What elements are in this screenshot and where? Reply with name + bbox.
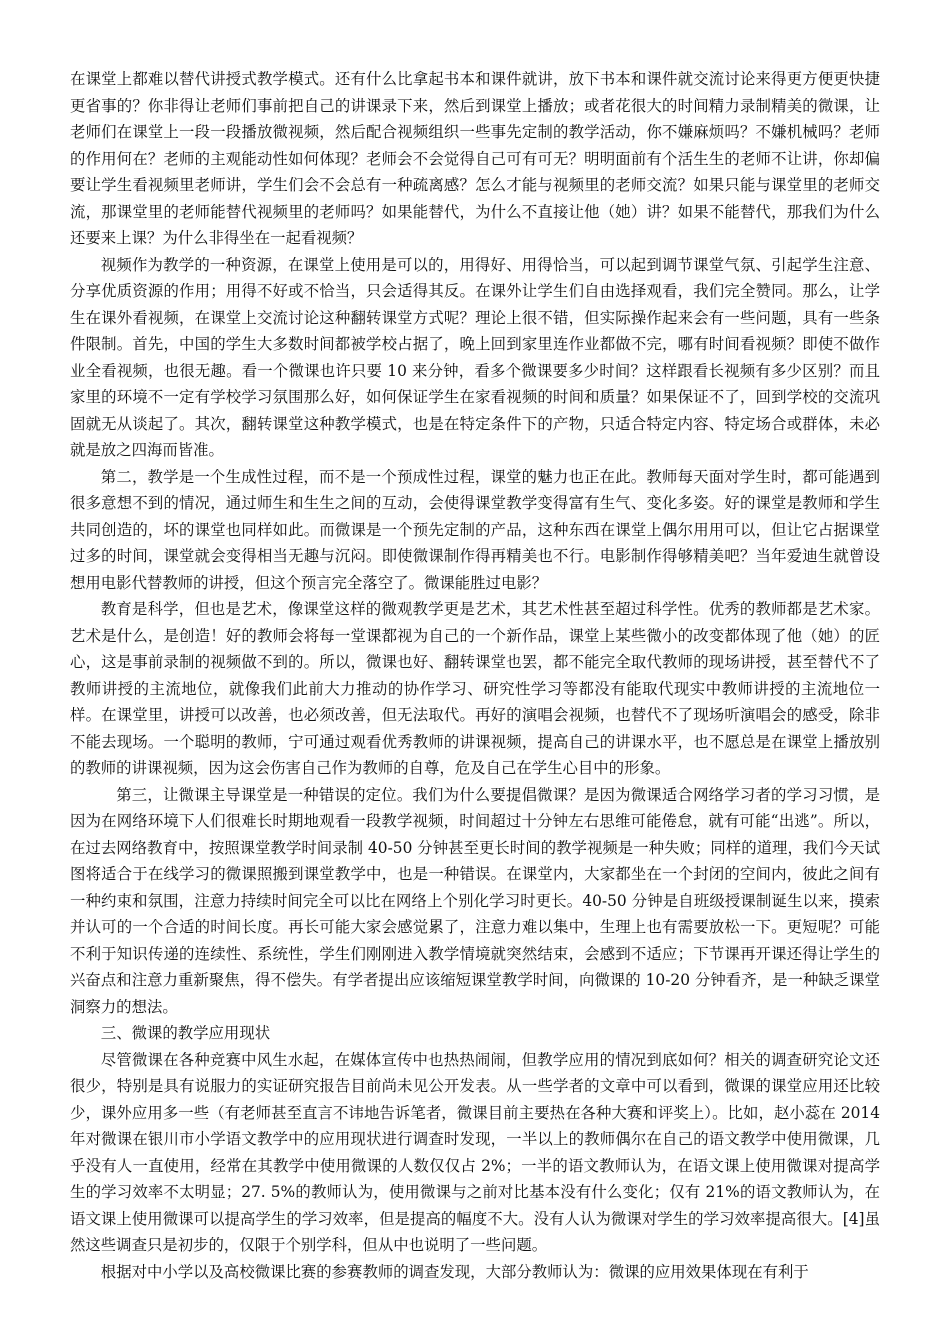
document-page <box>70 66 880 1285</box>
section-heading-application-status: 三、微课的教学应用现状 <box>100 1024 271 1042</box>
paragraph-competition-survey: 根据对中小学以及高校微课比赛的参赛教师的调查发现，大部分教师认为：微课的应用效果体现在有利于 <box>100 1262 809 1281</box>
paragraph-education-art: 教育是科学，但也是艺术，像课堂这样的微观教学更是艺术，其艺术性甚至超过科学性。优秀的教师都是艺术家。艺术是什么，是创造！好的教师会将每一堂课都视为自己的一个新作品，课堂上某些微小的改变都体现了他（她）的匠心，这是事前录制的视频做不到的。所以，微课也好、翻转课堂也罢，都不能完全取代教师的现场讲授，甚至替代不了教师讲授的主流地位，就像我们此前大力推动的协作学习、研究性学习等都没有能取代现实中教师讲授的主流地位一样。在课堂里，讲授可以改善，也必须改善，但无法取代。再好的演唱会视频，也替代不了现场听演唱会的感受，除非不能去现场。一个聪明的教师，宁可通过观看优秀教师的讲课视频，提高自己的讲课水平，也不愿总是在课堂上播放别的教师的讲课视频，因为这会伤害自己作为教师的自尊，危及自己在学生心目中的形象。 <box>70 600 880 777</box>
paragraph-video-resource: 视频作为教学的一种资源，在课堂上使用是可以的，用得好、用得恰当，可以起到调节课堂气氛、引起学生注意、分享优质资源的作用；用得不好或不恰当，只会适得其反。在课外让学生们自由选择观看，我们完全赞同。那么，让学生在课外看视频，在课堂上交流讨论这种翻转课堂方式呢？理论上很不错，但实际操作起来会有一些问题，具有一些条件限制。首先，中国的学生大多数时间都被学校占据了，晚上回到家里连作业都做不完，哪有时间看视频？即使不做作业全看视频，也很无趣。看一个微课也许只要 10 来分钟，看多个微课要多少时间？这样跟看长视频有多少区别？而且家里的环境不一定有学校学习氛围那么好，如何保证学生在家看视频的时间和质量？如果保证不了，回到学校的交流巩固就无从谈起了。其次，翻转课堂这种教学模式，也是在特定条件下的产物，只适合特定内容、特定场合或群体，未必就是放之四海而皆准。 <box>70 255 880 459</box>
paragraph-continuation: 在课堂上都难以替代讲授式教学模式。还有什么比拿起书本和课件就讲，放下书本和课件就交流讨论来得更方便更快捷更省事的？你非得让老师们事前把自己的讲课录下来，然后到课堂上播放；或者花很大的时间精力录制精美的微课，让老师们在课堂上一段一段播放微视频，然后配合视频组织一些事先定制的教学活动，你不嫌麻烦吗？不嫌机械吗？老师的作用何在？老师的主观能动性如何体现？老师会不会觉得自己可有可无？明明面前有个活生生的老师不让讲，你却偏要让学生看视频里老师讲，学生们会不会总有一种疏离感？怎么才能与视频里的老师交流？如果只能与课堂里的老师交流，那课堂里的老师能替代视频里的老师吗？如果能替代，为什么不直接让他（她）讲？如果不能替代，那我们为什么还要来上课？为什么非得坐在一起看视频？ <box>70 70 880 247</box>
paragraph-point-two: 第二，教学是一个生成性过程，而不是一个预成性过程，课堂的魅力也正在此。教师每天面对学生时，都可能遇到很多意想不到的情况，通过师生和生生之间的互动，会使得课堂教学变得富有生气、变化多姿。好的课堂是教师和学生共同创造的，坏的课堂也同样如此。而微课是一个预先定制的产品，这种东西在课堂上偶尔用用可以，但让它占据课堂过多的时间，课堂就会变得相当无趣与沉闷。即使微课制作得再精美也不行。电影制作得够精美吧？当年爱迪生就曾设想用电影代替教师的讲授，但这个预言完全落空了。微课能胜过电影？ <box>70 467 880 592</box>
paragraph-point-three: 第三，让微课主导课堂是一种错误的定位。我们为什么要提倡微课？是因为微课适合网络学习者的学习习惯，是因为在网络环境下人们很难长时期地观看一段教学视频，时间超过十分钟左右思维可能倦怠，就有可能“出逃”。所以，在过去网络教育中，按照课堂教学时间录制 40-50 分钟甚至更长时间的教学视频是一种失败；同样的道理，我们今天试图将适合于在线学习的微课照搬到课堂教学中，也是一种错误。在课堂内，大家都坐在一个封闭的空间内，彼此之间有一种约束和氛围，注意力持续时间完全可以比在网络上个别化学习时更长。40-50 分钟是自班级授课制诞生以来，摸索并认可的一个合适的时间长度。再长可能大家会感觉累了，注意力难以集中，生理上也有需要放松一下。更短呢？可能不利于知识传递的连续性、系统性，学生们刚刚进入教学情境就突然结束，会感到不适应；下节课再开课还得让学生的兴奋点和注意力重新聚焦，得不偿失。有学者提出应该缩短课堂教学时间，向微课的 10-20 分钟看齐，是一种缺乏课堂洞察力的想法。 <box>70 785 880 1016</box>
paragraph-application-survey: 尽管微课在各种竞赛中风生水起，在媒体宣传中也热热闹闹，但教学应用的情况到底如何？相关的调查研究论文还很少，特别是具有说服力的实证研究报告目前尚未见公开发表。从一些学者的文章中可以看到，微课的课堂应用还比较少，课外应用多一些（有老师甚至直言不讳地告诉笔者，微课目前主要热在各种大赛和评奖上）。比如，赵小蕊在 2014 年对微课在银川市小学语文教学中的应用现状进行调查时发现，一半以上的教师偶尔在自己的语文教学中使用微课，几乎没有人一直使用，经常在其教学中使用微课的人数仅仅占 2%；一半的语文教师认为，在语文课上使用微课对提高学生的学习效率不太明显；27. 5%的教师认为，使用微课与之前对比基本没有什么变化；仅有 21%的语文教师认为，在语文课上使用微课可以提高学生的学习效率，但是提高的幅度不大。没有人认为微课对学生的学习效率提高很大。[4]虽然这些调查只是初步的，仅限于个别学科，但从中也说明了一些问题。 <box>70 1050 880 1254</box>
